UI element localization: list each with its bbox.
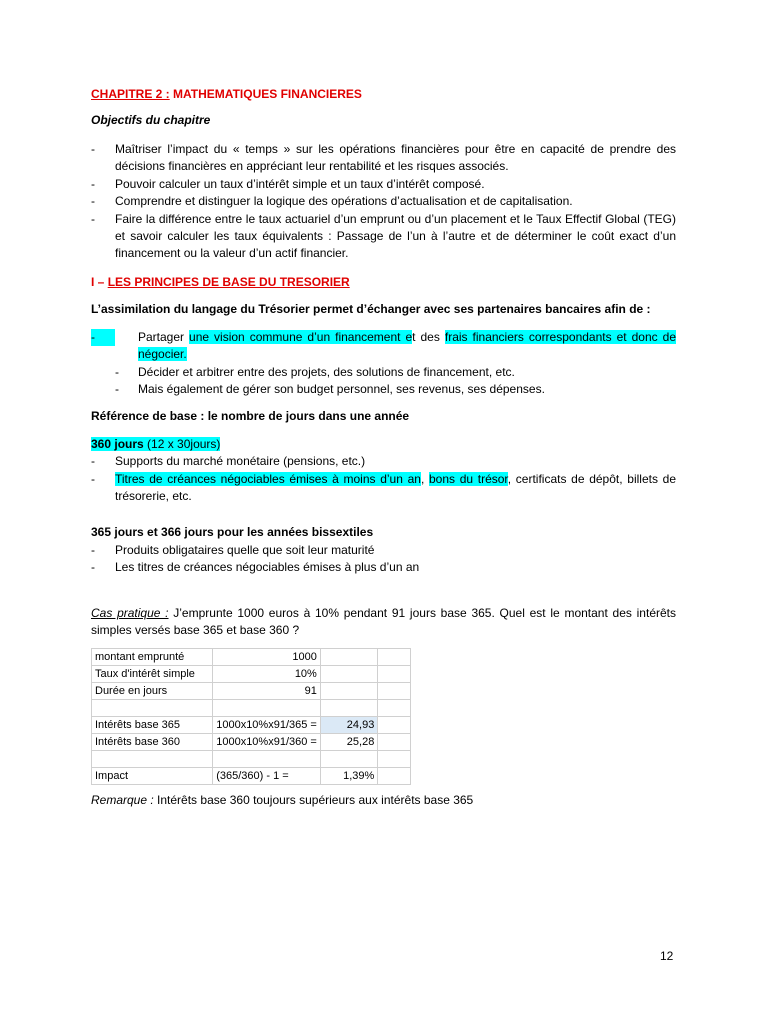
- table-cell: [378, 649, 411, 666]
- objective-item-2: Pouvoir calculer un taux d’intérêt simple et un taux d’intérêt composé.: [115, 177, 485, 191]
- days-365-heading: 365 jours et 366 jours pour les années bissextiles: [91, 525, 374, 539]
- assim-item-3: Mais également de gérer son budget personnel, ses revenus, ses dépenses.: [138, 382, 545, 396]
- item-365-2: Les titres de créances négociables émises à plus d’un an: [115, 560, 420, 574]
- table-cell: [378, 666, 411, 683]
- assim-item-1-b: une vision commune d’un financement e: [189, 330, 413, 344]
- bullet-dash: -: [91, 212, 95, 226]
- table-cell: [378, 751, 411, 768]
- objective-item-3: Comprendre et distinguer la logique des opérations d’actualisation et de capitalisation.: [115, 194, 573, 208]
- bullet-dash: -: [91, 543, 95, 557]
- table-cell: 91: [213, 683, 321, 700]
- table-cell: [320, 751, 377, 768]
- table-row: [92, 683, 411, 700]
- table-row: [92, 768, 411, 785]
- assim-item-1-c: t des: [412, 330, 445, 344]
- assim-item-1-d: frais financiers correspondants et donc de négocier.: [138, 330, 676, 361]
- table-row: [92, 751, 411, 768]
- table-cell: [320, 683, 377, 700]
- item-360-1: Supports du marché monétaire (pensions, etc.): [115, 454, 366, 468]
- table-cell: (365/360) - 1 =: [213, 768, 321, 785]
- table-cell: Durée en jours: [92, 683, 213, 700]
- table-cell: [378, 700, 411, 717]
- assim-item-1-a: Partager: [138, 330, 190, 344]
- objective-item-1: Maîtriser l’impact du « temps » sur les opérations financières pour être en capacité de prendre des décisions financières en appréciant leur rentabilité et les risques associés.: [115, 142, 676, 173]
- table-cell: [378, 768, 411, 785]
- table-cell: [378, 734, 411, 751]
- section-title: LES PRINCIPES DE BASE DU TRESORIER: [107, 275, 350, 289]
- page-number: 12: [660, 949, 674, 963]
- section-heading: [91, 274, 676, 291]
- table-cell: montant emprunté: [92, 649, 213, 666]
- table-row: [92, 666, 411, 683]
- table-cell: [92, 751, 213, 768]
- chapter-heading: [91, 86, 676, 103]
- days-360-rest: (12 x 30jours): [143, 437, 221, 451]
- case-label: Cas pratique :: [91, 606, 169, 620]
- table-cell: 1,39%: [320, 768, 377, 785]
- table-cell: [213, 700, 321, 717]
- assim-item-1: [138, 329, 676, 363]
- item-365-1: Produits obligataires quelle que soit leur maturité: [115, 543, 375, 557]
- bullet-dash: -: [91, 142, 95, 156]
- assimilation-intro: L’assimilation du langage du Trésorier permet d’échanger avec ses partenaires bancaires afin de :: [91, 302, 651, 316]
- bullet-dash: -: [115, 382, 119, 396]
- bullet-dash: -: [91, 454, 95, 468]
- table-cell: [320, 700, 377, 717]
- item-360-2-a: Titres de créances négociables émises à moins d’un an: [115, 472, 421, 486]
- case-study: [91, 605, 676, 639]
- calculation-table: [91, 648, 411, 785]
- table-row: [92, 700, 411, 717]
- table-cell: Intérêts base 360: [92, 734, 213, 751]
- table-cell: [92, 700, 213, 717]
- table-cell: Intérêts base 365: [92, 717, 213, 734]
- item-360-2-b: ,: [420, 472, 429, 486]
- table-cell: [213, 751, 321, 768]
- table-cell: Impact: [92, 768, 213, 785]
- table-row: [92, 734, 411, 751]
- chapter-title: MATHEMATIQUES FINANCIERES: [169, 87, 362, 101]
- table-row: [92, 717, 411, 734]
- table-row: [92, 649, 411, 666]
- objective-item-4: Faire la différence entre le taux actuariel d’un emprunt ou d’un placement et le Taux Effectif Global (TEG) et savoir calculer les taux équivalents : Passage de l’un à l’autre et de déterminer le coût exact d’un financement ou la valeur d’un actif financier.: [115, 212, 676, 260]
- remark: [91, 792, 676, 809]
- section-prefix: I –: [91, 275, 108, 289]
- bullet-dash: -: [91, 194, 95, 208]
- case-text: J’emprunte 1000 euros à 10% pendant 91 jours base 365. Quel est le montant des intérêts simples versés base 365 et base 360 ?: [91, 606, 676, 637]
- remark-label: Remarque :: [91, 793, 154, 807]
- objectives-heading: Objectifs du chapitre: [91, 113, 211, 127]
- assim-item-2: Décider et arbitrer entre des projets, des solutions de financement, etc.: [138, 365, 515, 379]
- table-cell: [320, 649, 377, 666]
- table-cell: [320, 666, 377, 683]
- table-cell: 10%: [213, 666, 321, 683]
- days-360-heading: [91, 436, 676, 453]
- item-360-2-c: bons du trésor: [428, 472, 508, 486]
- bullet-dash: -: [115, 365, 119, 379]
- table-cell: 24,93: [320, 717, 377, 734]
- days-360-bold: 360 jours: [91, 437, 144, 451]
- table-cell: Taux d'intérêt simple: [92, 666, 213, 683]
- bullet-dash: -: [91, 177, 95, 191]
- table-cell: [378, 683, 411, 700]
- bullet-dash: -: [91, 560, 95, 574]
- remark-text: Intérêts base 360 toujours supérieurs aux intérêts base 365: [153, 793, 474, 807]
- table-cell: 1000x10%x91/365 =: [213, 717, 321, 734]
- table-cell: [378, 717, 411, 734]
- item-360-2: [115, 471, 676, 505]
- table-cell: 25,28: [320, 734, 377, 751]
- bullet-dash: -: [91, 472, 95, 486]
- item-360-2-d: , certificats de dépôt, billets de trésorerie, etc.: [115, 472, 676, 503]
- table-cell: 1000x10%x91/360 =: [213, 734, 321, 751]
- chapter-prefix: CHAPITRE 2 :: [91, 87, 170, 101]
- reference-heading: Référence de base : le nombre de jours dans une année: [91, 409, 410, 423]
- table-cell: 1000: [213, 649, 321, 666]
- bullet-dash: -: [91, 329, 115, 346]
